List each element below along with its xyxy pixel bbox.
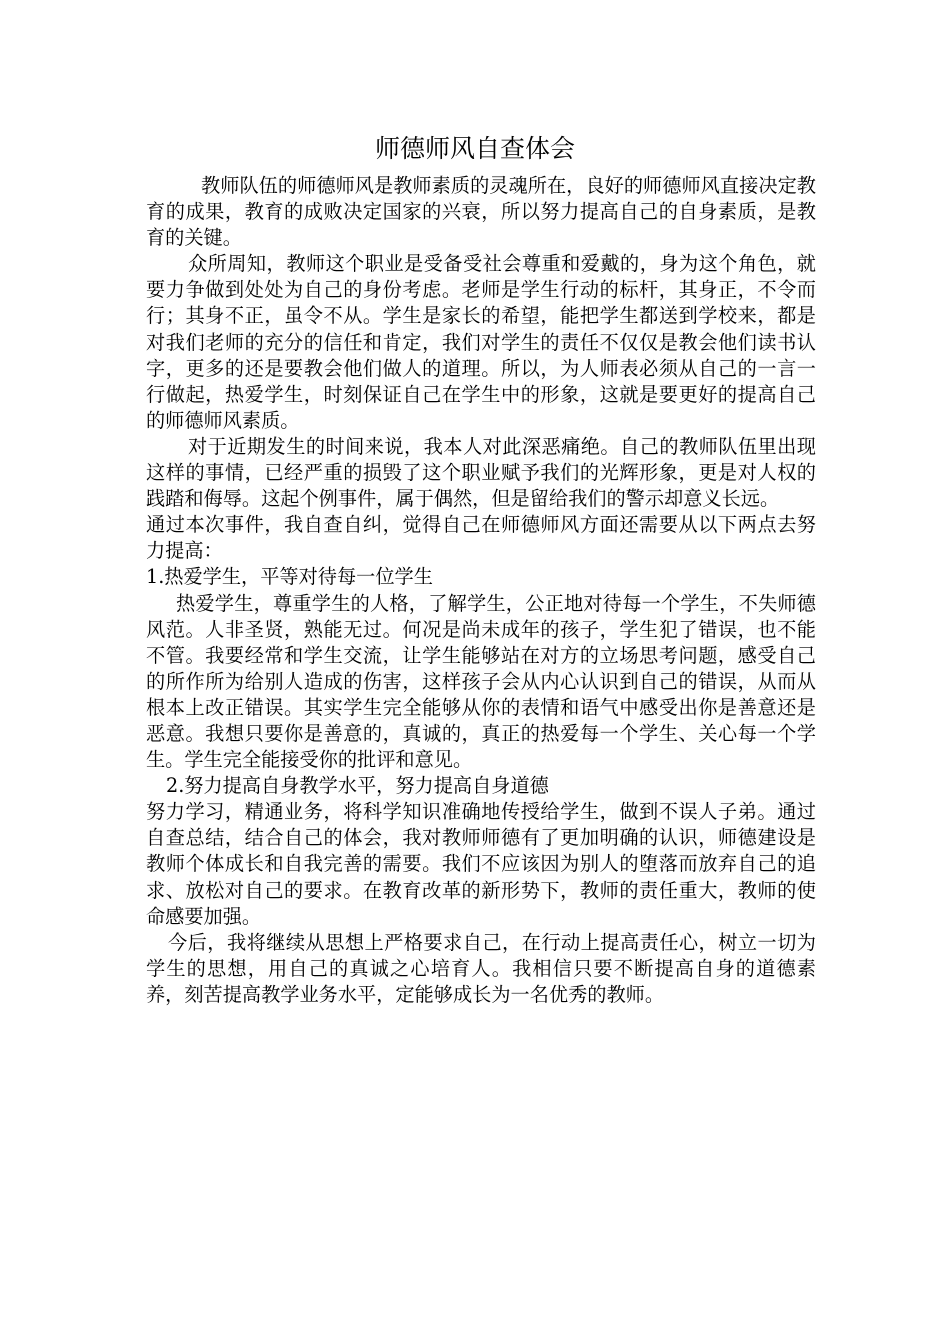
paragraph-point-2: 努力学习，精通业务，将科学知识准确地传授给学生，做到不误人子弟。通过自查总结，结合自己的体会，我对教师师德有了更加明确的认识，师德建设是教师个体成长和自我完善的需要。我们不应该因为别人的堕落而放弃自己的追求、放松对自己的要求。在教育改革的新形势下，教师的责任重大，教师的使命感要加强。 xyxy=(146,800,816,928)
document-title: 师德师风自查体会 xyxy=(374,134,575,163)
heading-point-2: 2.努力提高自身教学水平，努力提高自身道德 xyxy=(166,774,549,798)
heading-point-1: 1.热爱学生，平等对待每一位学生 xyxy=(146,565,433,589)
paragraph-role: 众所周知，教师这个职业是受备受社会尊重和爱戴的，身为这个角色，就要力争做到处处为自己的身份考虑。老师是学生行动的标杆，其身正，不令而行；其身不正，虽令不从。学生是家长的希望，能把学生都送到学校来，都是对我们老师的充分的信任和肯定，我们对学生的责任不仅仅是教会他们读书认字，更多的还是要教会他们做人的道理。所以，为人师表必须从自己的一言一行做起，热爱学生，时刻保证自己在学生中的形象，这就是要更好的提高自己的师德师风素质。 xyxy=(146,252,816,432)
paragraph-incident: 对于近期发生的时间来说，我本人对此深恶痛绝。自己的教师队伍里出现这样的事情，已经严重的损毁了这个职业赋予我们的光辉形象，更是对人权的践踏和侮辱。这起个例事件，属于偶然，但是留给我们的警示却意义长远。 xyxy=(146,434,816,511)
paragraph-point-1: 热爱学生，尊重学生的人格，了解学生，公正地对待每一个学生，不失师德风范。人非圣贤，熟能无过。何况是尚未成年的孩子，学生犯了错误，也不能不管。我要经常和学生交流，让学生能够站在对方的立场思考问题，感受自己的所作所为给别人造成的伤害，这样孩子会从内心认识到自己的错误，从而从根本上改正错误。其实学生完全能够从你的表情和语气中感受出你是善意还是恶意。我想只要你是善意的，真诚的，真正的热爱每一个学生、关心每一个学生。学生完全能接受你的批评和意见。 xyxy=(146,591,816,772)
paragraph-self-check: 通过本次事件，我自查自纠，觉得自己在师德师风方面还需要从以下两点去努力提高： xyxy=(146,513,816,563)
paragraph-intro: 教师队伍的师德师风是教师素质的灵魂所在，良好的师德师风直接决定教育的成果，教育的成败决定国家的兴衰，所以努力提高自己的自身素质，是教育的关键。 xyxy=(146,174,816,250)
document-body xyxy=(146,173,816,1008)
paragraph-conclusion: 今后，我将继续从思想上严格要求自己，在行动上提高责任心，树立一切为学生的思想，用自己的真诚之心培育人。我相信只要不断提高自身的道德素养，刻苦提高教学业务水平，定能够成长为一名优秀的教师。 xyxy=(146,930,816,1006)
